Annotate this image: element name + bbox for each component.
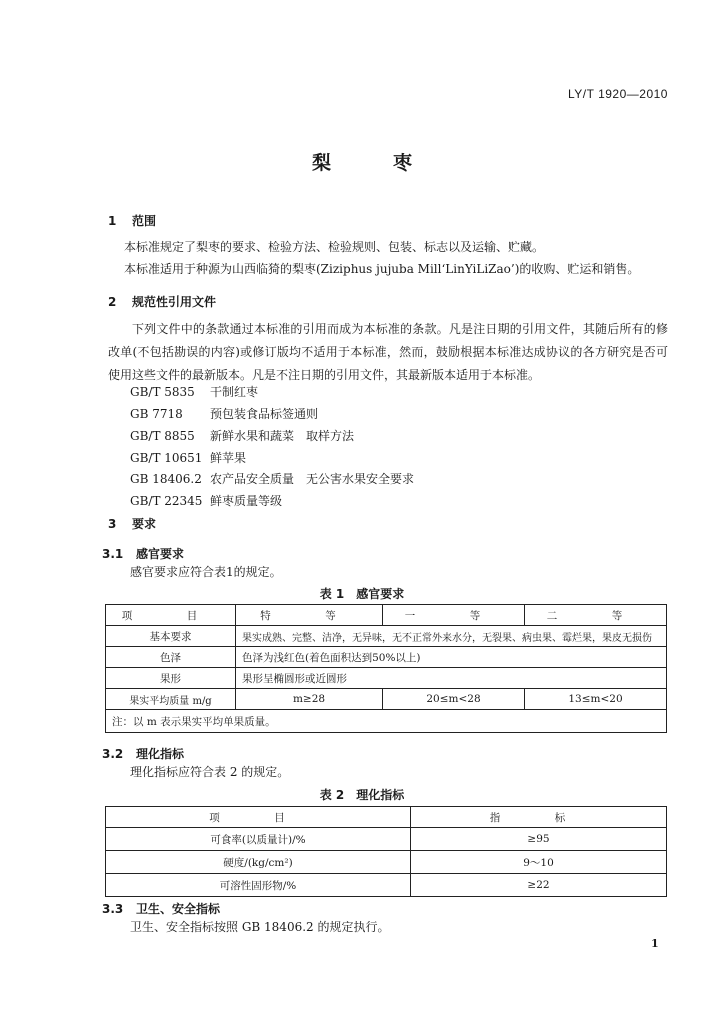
reference-code: GB 7718 <box>130 407 183 421</box>
table-row <box>106 647 667 668</box>
section-title: 范围 <box>132 214 157 228</box>
section-1-paragraph-2: 本标准适用于种源为山西临猗的梨枣(Ziziphus jujuba Mill‘LinYiLiZao’)的收购、贮运和销售。 <box>124 262 640 276</box>
table-row <box>106 668 667 689</box>
section-2-paragraph: 下列文件中的条款通过本标准的引用而成为本标准的条款。凡是注日期的引用文件，其随后所有的修改单(不包括勘误的内容)或修订版均不适用于本标准，然而，鼓励根据本标准达成协议的各方研究是否可使用这些文件的最新版本。凡是不注日期的引用文件，其最新版本适用于本标准。 <box>108 322 668 382</box>
section-3-2-heading <box>102 745 184 762</box>
table-note-row <box>106 710 667 733</box>
reference-name: 农产品安全质量 无公害水果安全要求 <box>210 472 415 486</box>
table-cell: 9～10 <box>411 851 667 874</box>
table-cell: ≥22 <box>411 874 667 897</box>
table-row <box>106 828 667 851</box>
table-row <box>106 851 667 874</box>
table-1-caption: 表 1 感官要求 <box>319 587 405 601</box>
section-1-heading <box>108 212 156 229</box>
standard-number: LY/T 1920—2010 <box>568 87 668 101</box>
table-cell: 20≤m<28 <box>383 689 525 710</box>
table-cell: 13≤m<20 <box>525 689 667 710</box>
reference-code: GB/T 8855 <box>130 429 195 443</box>
section-number: 3.1 <box>102 547 124 561</box>
reference-name: 鲜枣质量等级 <box>210 494 283 508</box>
section-3-1-paragraph: 感官要求应符合表1的规定。 <box>130 565 282 579</box>
reference-item <box>130 492 282 509</box>
reference-item <box>130 383 258 400</box>
section-number: 2 <box>108 295 117 309</box>
section-3-3-heading <box>102 900 220 917</box>
table-cell: 可食率(以质量计)/% <box>106 828 411 851</box>
table-header-cell: 特 等 <box>236 605 383 626</box>
section-title: 卫生、安全指标 <box>136 902 221 916</box>
table-header-cell: 项 目 <box>106 605 236 626</box>
table-row <box>106 626 667 647</box>
section-title: 要求 <box>132 517 157 531</box>
reference-item <box>130 449 246 466</box>
table-cell: 果形 <box>106 668 236 689</box>
section-number: 1 <box>108 214 117 228</box>
table-cell: 可溶性固形物/% <box>106 874 411 897</box>
table-cell: 果实平均质量 m/g <box>106 689 236 710</box>
section-1-paragraph-1: 本标准规定了梨枣的要求、检验方法、检验规则、包装、标志以及运输、贮藏。 <box>124 240 545 254</box>
section-2-heading <box>108 293 216 310</box>
table-cell: 色泽 <box>106 647 236 668</box>
reference-name: 鲜苹果 <box>210 451 247 465</box>
table-cell: 基本要求 <box>106 626 236 647</box>
table-1-sensory-requirements <box>105 604 667 733</box>
reference-item <box>130 427 354 444</box>
reference-item <box>130 405 318 422</box>
reference-name: 预包装食品标签通则 <box>210 407 319 421</box>
section-3-heading <box>108 515 156 532</box>
page-number: 1 <box>651 937 659 950</box>
section-number: 3.2 <box>102 747 124 761</box>
section-3-2-paragraph: 理化指标应符合表 2 的规定。 <box>130 765 290 779</box>
reference-name: 新鲜水果和蔬菜 取样方法 <box>210 429 355 443</box>
reference-code: GB/T 10651 <box>130 451 203 465</box>
section-3-3-paragraph: 卫生、安全指标按照 GB 18406.2 的规定执行。 <box>130 920 390 934</box>
section-number: 3.3 <box>102 902 124 916</box>
table-cell: 果实成熟、完整、洁净，无异味，无不正常外来水分，无裂果、病虫果、霉烂果，果皮无损伤 <box>236 626 667 647</box>
reference-code: GB 18406.2 <box>130 472 202 486</box>
table-header-cell: 一 等 <box>383 605 525 626</box>
reference-name: 干制红枣 <box>210 385 259 399</box>
section-title: 理化指标 <box>136 747 185 761</box>
reference-code: GB/T 5835 <box>130 385 195 399</box>
table-cell: ≥95 <box>411 828 667 851</box>
section-title: 感官要求 <box>136 547 185 561</box>
document-title: 梨枣 <box>311 152 474 174</box>
reference-code: GB/T 22345 <box>130 494 203 508</box>
section-3-1-heading <box>102 545 184 562</box>
table-cell: 硬度/(kg/cm²) <box>106 851 411 874</box>
table-2-physicochemical-indices <box>105 806 667 897</box>
table-cell: 果形呈椭圆形或近圆形 <box>236 668 667 689</box>
table-2-caption: 表 2 理化指标 <box>319 788 405 802</box>
table-header-cell: 项 目 <box>106 807 411 828</box>
reference-item <box>130 470 414 487</box>
table-header-cell: 二 等 <box>525 605 667 626</box>
table-header-cell: 指 标 <box>411 807 667 828</box>
table-header-row <box>106 605 667 626</box>
table-row <box>106 689 667 710</box>
table-row <box>106 874 667 897</box>
section-title: 规范性引用文件 <box>132 295 217 309</box>
table-cell: m≥28 <box>236 689 383 710</box>
section-number: 3 <box>108 517 117 531</box>
table-header-row <box>106 807 667 828</box>
table-cell: 色泽为浅红色(着色面积达到50%以上) <box>236 647 667 668</box>
table-note: 注：以 m 表示果实平均单果质量。 <box>106 710 667 733</box>
